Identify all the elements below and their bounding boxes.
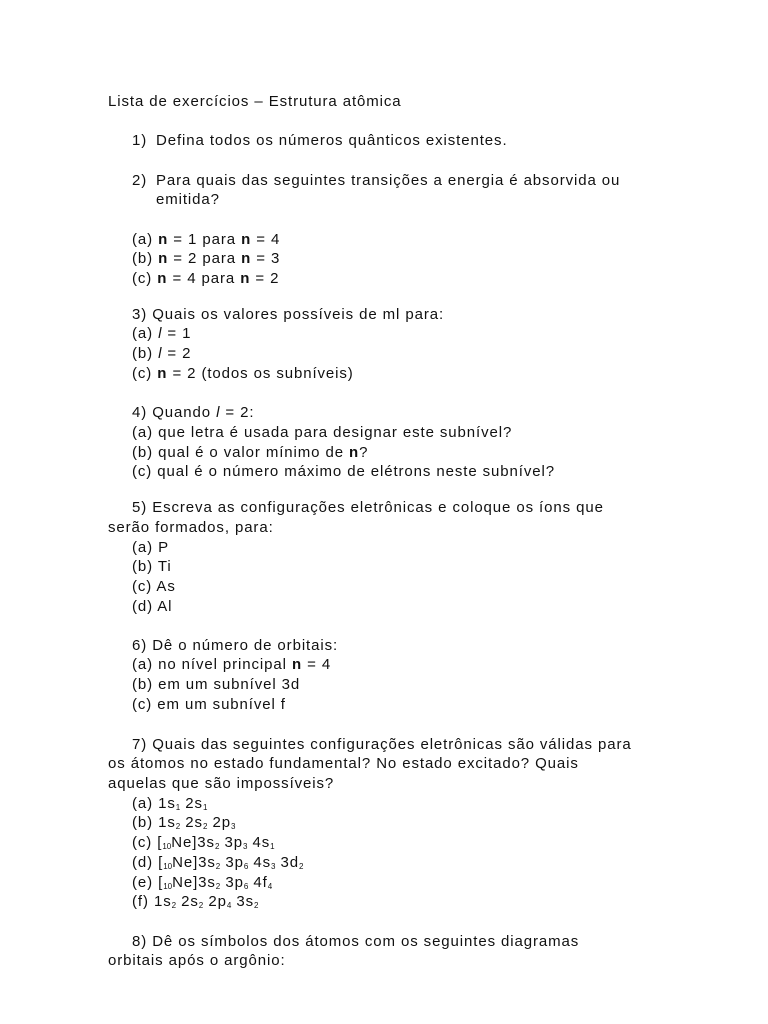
question-2-option-a: [132, 230, 280, 250]
n-symbol: n: [157, 270, 168, 287]
n-final: 2: [270, 270, 280, 287]
page-title: Lista de exercícios – Estrutura atômica: [108, 93, 402, 110]
question-7-item-a: (a) $1s_1$ $2s_1$: [132, 795, 208, 812]
question-7-line2: os átomos no estado fundamental? No estado excitado? Quais: [108, 755, 579, 772]
question-2-text-line1: Para quais das seguintes transições a energia é absorvida ou: [156, 172, 621, 189]
question-5-line1: 5) Escreva as configurações eletrônicas e coloque os íons que: [132, 499, 604, 516]
option-label: (a): [132, 231, 154, 248]
question-5-line2: serão formados, para:: [108, 519, 274, 536]
question-1-text: Defina todos os números quânticos existentes.: [156, 132, 508, 149]
question-6-item-c: (c) em um subnível f: [132, 696, 286, 713]
n-symbol: n: [349, 444, 360, 461]
question-1-number: 1): [132, 132, 148, 149]
n-symbol: n: [240, 270, 251, 287]
para-word: para: [202, 250, 236, 267]
para-word: para: [201, 270, 236, 287]
question-3-item-a: (a) l = 1: [132, 325, 192, 342]
equals-sign: =: [256, 250, 266, 267]
option-label: (c): [132, 365, 153, 382]
question-8-line2: orbitais após o argônio:: [108, 952, 286, 969]
question-3-item-b: (b) l = 2: [132, 345, 192, 362]
question-2-option-b: [132, 249, 280, 269]
question-4-item-c: (c) qual é o número máximo de elétrons neste subnível?: [132, 463, 555, 480]
n-initial: 4: [187, 270, 197, 287]
question-2-option-c: [132, 269, 279, 289]
question-5-item-d: (d) Al: [132, 598, 173, 615]
question-mark: ?: [359, 444, 369, 461]
question-7-item-b: (b) $1s_2$ $2s_2$ $2p_3$: [132, 814, 236, 831]
question-2-text-line2: emitida?: [156, 191, 220, 208]
question-7-item-d: (d) $[_{10}Ne]3s_2$ $3p_6$ $4s_3$ $3d_2$: [132, 854, 304, 871]
question-4-item-b: [132, 443, 368, 463]
n-symbol: n: [158, 231, 169, 248]
n-symbol: n: [241, 231, 252, 248]
equals-sign: =: [172, 270, 183, 287]
option-label: (b): [132, 250, 154, 267]
question-6-item-b: (b) em um subnível 3d: [132, 676, 301, 693]
question-4-item-a: (a) que letra é usada para designar este subnível?: [132, 424, 513, 441]
n-symbol: n: [291, 656, 303, 673]
question-4-heading: 4) Quando l = 2:: [132, 404, 255, 421]
question-2-number: 2): [132, 172, 148, 189]
item-value: = 4: [307, 656, 332, 673]
equals-sign: =: [173, 250, 183, 267]
equals-sign: =: [173, 231, 183, 248]
question-5-item-b: (b) Ti: [132, 558, 172, 575]
question-3-item-c: [132, 364, 354, 384]
question-3-heading: 3) Quais os valores possíveis de ml para:: [132, 306, 445, 323]
item-text: = 2 (todos os subníveis): [172, 365, 354, 382]
item-text: (a) no nível principal: [132, 656, 287, 673]
question-7-item-f: (f) $1s_2$ $2s_2$ $2p_4$ $3s_2$: [132, 893, 259, 910]
item-text: (b) qual é o valor mínimo de: [132, 444, 344, 461]
question-6-item-a: [132, 655, 331, 675]
question-7-item-c: (c) $[_{10}Ne]3s_2$ $3p_3$ $4s_1$: [132, 834, 275, 851]
question-6-heading: 6) Dê o número de orbitais:: [132, 637, 339, 654]
question-7-line1: 7) Quais das seguintes configurações eletrônicas são válidas para: [132, 736, 632, 753]
n-final: 4: [270, 231, 281, 248]
option-label: (c): [132, 270, 153, 287]
n-symbol: n: [241, 250, 252, 267]
n-symbol: n: [158, 250, 169, 267]
n-initial: 1: [188, 231, 198, 248]
equals-sign: =: [256, 231, 266, 248]
question-5-item-c: (c) As: [132, 578, 176, 595]
question-7-line3: aquelas que são impossíveis?: [108, 775, 335, 792]
n-initial: 2: [188, 250, 198, 267]
para-word: para: [202, 231, 236, 248]
n-symbol: n: [157, 365, 168, 382]
question-5-item-a: (a) P: [132, 539, 170, 556]
equals-sign: =: [255, 270, 266, 287]
question-7-item-e: (e) $[_{10}Ne]3s_2$ $3p_6$ $4f_4$: [132, 874, 273, 891]
n-final: 3: [270, 250, 281, 267]
question-8-line1: 8) Dê os símbolos dos átomos com os seguintes diagramas: [132, 933, 580, 950]
